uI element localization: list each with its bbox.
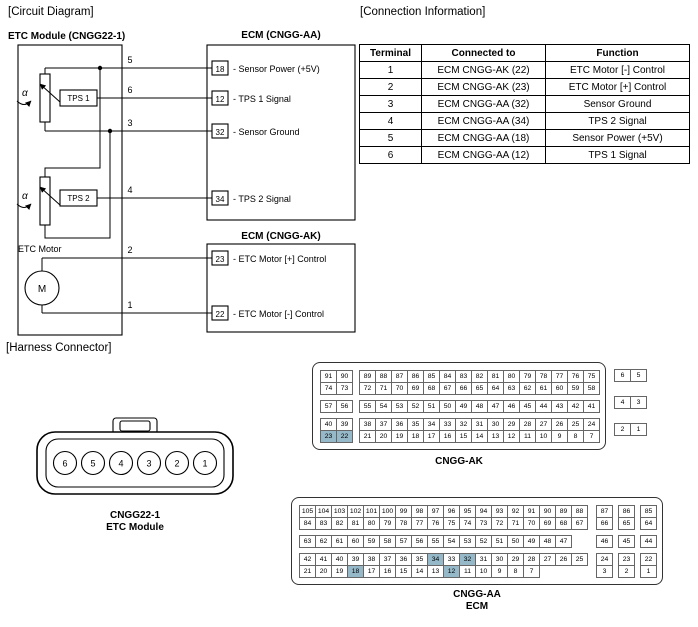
cngg-aa-pin-1: 1 xyxy=(640,565,657,578)
cngg-aa-pin-70: 70 xyxy=(523,517,540,530)
cngg-ak-pin-86: 86 xyxy=(407,370,424,383)
circuit-diagram-section-label: [Circuit Diagram] xyxy=(8,6,94,18)
cngg-aa-pin-33: 33 xyxy=(443,553,460,566)
cngg-ak-pin-37: 37 xyxy=(375,418,392,431)
cngg-aa-pin-22: 22 xyxy=(640,553,657,566)
ecm-ak-pin-label-23: - ETC Motor [+] Control xyxy=(233,254,327,264)
cngg-aa-pin-24: 24 xyxy=(596,553,613,566)
cngg-aa-pin-105: 105 xyxy=(299,505,316,518)
ecm-ak-title: ECM (CNGG-AK) xyxy=(241,231,321,242)
cngg-ak-pin-67: 67 xyxy=(439,382,456,395)
wire-label-4: 4 xyxy=(127,185,133,195)
cngg-aa-pin-40: 40 xyxy=(331,553,348,566)
connection-table-cell: ECM CNGG-AK (22) xyxy=(422,62,546,79)
cngg-ak-pin-45: 45 xyxy=(519,400,536,413)
cngg-ak-pin-35: 35 xyxy=(407,418,424,431)
cngg-ak-pin-49: 49 xyxy=(455,400,472,413)
cngg-ak-pin-65: 65 xyxy=(471,382,488,395)
cngg-aa-pin-58: 58 xyxy=(379,535,396,548)
cngg-ak-pin-18: 18 xyxy=(407,430,424,443)
ecm-aa-pin-no-32: 32 xyxy=(215,128,225,137)
cngg-aa-pin-42: 42 xyxy=(299,553,316,566)
cngg-aa-pin-83: 83 xyxy=(315,517,332,530)
cngg-ak-pin-66: 66 xyxy=(455,382,472,395)
cngg-ak-pin-69: 69 xyxy=(407,382,424,395)
connection-table-cell: ETC Motor [-] Control xyxy=(546,62,690,79)
connection-table-row xyxy=(360,130,690,147)
cngg-ak-pin-16: 16 xyxy=(439,430,456,443)
cngg-aa-pin-26: 26 xyxy=(555,553,572,566)
cngg-aa-pin-16: 16 xyxy=(379,565,396,578)
wire-label-1: 1 xyxy=(127,300,133,310)
ecm-aa-pin-label-34: - TPS 2 Signal xyxy=(233,194,291,204)
cngg-ak-pin-34: 34 xyxy=(423,418,440,431)
tps2-resistor xyxy=(40,177,50,225)
cngg-aa-pin-18: 18 xyxy=(347,565,364,578)
cngg-aa-pin-92: 92 xyxy=(507,505,524,518)
cngg-ak-pin-71: 71 xyxy=(375,382,392,395)
cngg-ak-pin-26: 26 xyxy=(551,418,568,431)
cngg-ak-pin-1: 1 xyxy=(630,423,647,436)
etc-connector-sublabel: ETC Module xyxy=(106,522,164,533)
connection-table-cell: 3 xyxy=(360,96,422,113)
connection-table-cell: ECM CNGG-AA (34) xyxy=(422,113,546,130)
cngg-aa-pin-17: 17 xyxy=(363,565,380,578)
cngg-ak-pin-43: 43 xyxy=(551,400,568,413)
etc-connector-label: CNGG22-1 xyxy=(109,510,160,521)
cngg-aa-pin-25: 25 xyxy=(571,553,588,566)
cngg-aa-pin-20: 20 xyxy=(315,565,332,578)
cngg-aa-pin-3: 3 xyxy=(596,565,613,578)
wire-label-2: 2 xyxy=(127,245,133,255)
cngg-aa-pin-52: 52 xyxy=(475,535,492,548)
cngg-aa-pin-57: 57 xyxy=(395,535,412,548)
cngg-ak-side-pins xyxy=(614,369,650,437)
cngg-aa-pin-23: 23 xyxy=(618,553,635,566)
junction-dot xyxy=(108,129,112,133)
cngg-aa-pin-98: 98 xyxy=(411,505,428,518)
cngg-ak-pin-80: 80 xyxy=(503,370,520,383)
connector-cavity-num-2: 2 xyxy=(174,458,180,469)
cngg-aa-pin-81: 81 xyxy=(347,517,364,530)
cngg-aa-pin-67: 67 xyxy=(571,517,588,530)
cngg-aa-pin-50: 50 xyxy=(507,535,524,548)
wire-label-6: 6 xyxy=(127,85,133,95)
etc-motor-label: ETC Motor xyxy=(18,244,62,254)
etc-motor-symbol: M xyxy=(37,284,47,295)
cngg-ak-pin-76: 76 xyxy=(567,370,584,383)
cngg-aa-pin-46: 46 xyxy=(596,535,613,548)
junction-dot xyxy=(98,66,102,70)
cngg-aa-pin-62: 62 xyxy=(315,535,332,548)
connection-table-cell: ETC Motor [+] Control xyxy=(546,79,690,96)
cngg-ak-pin-44: 44 xyxy=(535,400,552,413)
cngg-aa-pin-99: 99 xyxy=(395,505,412,518)
cngg-aa-pin-47: 47 xyxy=(555,535,572,548)
ecm-aa-title: ECM (CNGG-AA) xyxy=(241,30,321,41)
cngg-ak-pin-55: 55 xyxy=(359,400,376,413)
cngg-aa-pin-69: 69 xyxy=(539,517,556,530)
cngg-ak-pin-82: 82 xyxy=(471,370,488,383)
connection-table-cell: TPS 2 Signal xyxy=(546,113,690,130)
cngg-ak-pin-60: 60 xyxy=(551,382,568,395)
cngg-ak-pin-58: 58 xyxy=(583,382,600,395)
cngg-aa-pin-56: 56 xyxy=(411,535,428,548)
cngg-ak-pin-64: 64 xyxy=(487,382,504,395)
cngg-aa-pin-78: 78 xyxy=(395,517,412,530)
cngg-aa-pin-89: 89 xyxy=(555,505,572,518)
cngg-ak-pin-11: 11 xyxy=(519,430,536,443)
ecm-aa-pin-label-32: - Sensor Ground xyxy=(233,127,300,137)
cngg-ak-label: CNGG-AK xyxy=(435,456,483,467)
cngg-aa-pin-91: 91 xyxy=(523,505,540,518)
cngg-aa-pin-88: 88 xyxy=(571,505,588,518)
cngg-ak-pin-72: 72 xyxy=(359,382,376,395)
connection-table-cell: Sensor Ground xyxy=(546,96,690,113)
cngg-ak-pin-79: 79 xyxy=(519,370,536,383)
cngg-aa-pin-41: 41 xyxy=(315,553,332,566)
connection-table-cell: 1 xyxy=(360,62,422,79)
cngg-aa-pin-12: 12 xyxy=(443,565,460,578)
cngg-ak-pin-29: 29 xyxy=(503,418,520,431)
cngg-ak-pin-12: 12 xyxy=(503,430,520,443)
cngg-ak-pin-90: 90 xyxy=(336,370,353,383)
cngg-ak-pin-42: 42 xyxy=(567,400,584,413)
etc-module-title: ETC Module (CNGG22-1) xyxy=(8,31,126,42)
cngg-aa-pin-59: 59 xyxy=(363,535,380,548)
cngg-aa-pin-49: 49 xyxy=(523,535,540,548)
wire-label-5: 5 xyxy=(127,55,133,65)
cngg-ak-pin-2: 2 xyxy=(614,423,631,436)
cngg-aa-pin-73: 73 xyxy=(475,517,492,530)
cngg-aa-pin-66: 66 xyxy=(596,517,613,530)
cngg-ak-pin-21: 21 xyxy=(359,430,376,443)
ecm-ak-pin-no-22: 22 xyxy=(215,310,225,319)
cngg-aa-label: CNGG-AA xyxy=(453,589,501,600)
cngg-aa-pin-63: 63 xyxy=(299,535,316,548)
cngg-ak-pin-31: 31 xyxy=(471,418,488,431)
connection-table xyxy=(359,44,690,164)
cngg-aa-pin-102: 102 xyxy=(347,505,364,518)
cngg-ak-pin-73: 73 xyxy=(336,382,353,395)
ecm-aa-pin-label-12: - TPS 1 Signal xyxy=(233,94,291,104)
cngg-aa-pin-54: 54 xyxy=(443,535,460,548)
cngg-aa-pin-97: 97 xyxy=(427,505,444,518)
cngg-ak-pin-81: 81 xyxy=(487,370,504,383)
cngg-ak-pin-7: 7 xyxy=(583,430,600,443)
cngg-aa-pin-79: 79 xyxy=(379,517,396,530)
cngg-ak-pin-48: 48 xyxy=(471,400,488,413)
cngg-ak-pin-78: 78 xyxy=(535,370,552,383)
cngg-ak-pin-83: 83 xyxy=(455,370,472,383)
cngg-aa-pin-31: 31 xyxy=(475,553,492,566)
cngg-aa-pin-72: 72 xyxy=(491,517,508,530)
cngg-ak-pin-15: 15 xyxy=(455,430,472,443)
cngg-ak-pin-8: 8 xyxy=(567,430,584,443)
cngg-ak-pin-38: 38 xyxy=(359,418,376,431)
cngg-aa-pin-44: 44 xyxy=(640,535,657,548)
cngg-aa-pin-75: 75 xyxy=(443,517,460,530)
cngg-aa-pin-19: 19 xyxy=(331,565,348,578)
cngg-aa-pin-51: 51 xyxy=(491,535,508,548)
tps1-resistor xyxy=(40,74,50,122)
cngg-aa-pin-87: 87 xyxy=(596,505,613,518)
etc-module-connector-drawing xyxy=(35,415,235,510)
cngg-aa-pin-13: 13 xyxy=(427,565,444,578)
cngg-aa-pin-37: 37 xyxy=(379,553,396,566)
cngg-ak-pin-47: 47 xyxy=(487,400,504,413)
cngg-ak-pin-54: 54 xyxy=(375,400,392,413)
connection-table-cell: ECM CNGG-AA (18) xyxy=(422,130,546,147)
tps2-label: TPS 2 xyxy=(67,194,90,203)
ecm-aa-pin-no-18: 18 xyxy=(215,65,225,74)
cngg-ak-pin-24: 24 xyxy=(583,418,600,431)
connection-table-header: Terminal xyxy=(360,45,422,62)
cngg-ak-pin-3: 3 xyxy=(630,396,647,409)
connection-table-cell: 2 xyxy=(360,79,422,96)
cngg-aa-connector-grid xyxy=(291,497,663,585)
cngg-ak-pin-14: 14 xyxy=(471,430,488,443)
cngg-ak-pin-75: 75 xyxy=(583,370,600,383)
cngg-ak-pin-62: 62 xyxy=(519,382,536,395)
cngg-aa-pin-74: 74 xyxy=(459,517,476,530)
cngg-ak-pin-28: 28 xyxy=(519,418,536,431)
cngg-ak-pin-4: 4 xyxy=(614,396,631,409)
cngg-ak-pin-50: 50 xyxy=(439,400,456,413)
cngg-ak-pin-30: 30 xyxy=(487,418,504,431)
cngg-aa-pin-2: 2 xyxy=(618,565,635,578)
cngg-aa-pin-14: 14 xyxy=(411,565,428,578)
cngg-ak-pin-84: 84 xyxy=(439,370,456,383)
cngg-ak-pin-19: 19 xyxy=(391,430,408,443)
cngg-aa-pin-100: 100 xyxy=(379,505,396,518)
cngg-aa-pin-7: 7 xyxy=(523,565,540,578)
ecm-aa-pin-label-18: - Sensor Power (+5V) xyxy=(233,64,320,74)
cngg-aa-pin-32: 32 xyxy=(459,553,476,566)
cngg-aa-pin-77: 77 xyxy=(411,517,428,530)
connector-cavity-num-5: 5 xyxy=(90,458,96,469)
connector-cavity-num-3: 3 xyxy=(146,458,152,469)
cngg-ak-pin-57: 57 xyxy=(320,400,337,413)
cngg-ak-pin-87: 87 xyxy=(391,370,408,383)
connector-cavity-num-4: 4 xyxy=(118,458,124,469)
cngg-aa-pin-36: 36 xyxy=(395,553,412,566)
cngg-ak-pin-25: 25 xyxy=(567,418,584,431)
cngg-aa-pin-28: 28 xyxy=(523,553,540,566)
connection-table-cell: 5 xyxy=(360,130,422,147)
cngg-aa-pin-85: 85 xyxy=(640,505,657,518)
connection-table-header: Function xyxy=(546,45,690,62)
cngg-aa-pin-34: 34 xyxy=(427,553,444,566)
ecm-ak-pin-label-22: - ETC Motor [-] Control xyxy=(233,309,325,319)
cngg-aa-pin-45: 45 xyxy=(618,535,635,548)
connection-table-row xyxy=(360,147,690,164)
tps2-alpha-symbol: α xyxy=(22,191,28,202)
cngg-ak-pin-68: 68 xyxy=(423,382,440,395)
cngg-ak-pin-52: 52 xyxy=(407,400,424,413)
connector-latch-inner xyxy=(120,421,150,431)
cngg-aa-pin-68: 68 xyxy=(555,517,572,530)
cngg-aa-pin-82: 82 xyxy=(331,517,348,530)
cngg-ak-connector-grid xyxy=(312,362,606,450)
cngg-ak-pin-5: 5 xyxy=(630,369,647,382)
cngg-aa-pin-55: 55 xyxy=(427,535,444,548)
cngg-aa-pin-60: 60 xyxy=(347,535,364,548)
cngg-aa-pin-104: 104 xyxy=(315,505,332,518)
cngg-ak-pin-39: 39 xyxy=(336,418,353,431)
harness-connector-section-label: [Harness Connector] xyxy=(6,342,112,354)
cngg-ak-pin-32: 32 xyxy=(455,418,472,431)
connection-table-row xyxy=(360,79,690,96)
cngg-ak-pin-85: 85 xyxy=(423,370,440,383)
cngg-aa-pin-94: 94 xyxy=(475,505,492,518)
connection-table-cell: ECM CNGG-AA (32) xyxy=(422,96,546,113)
cngg-ak-pin-77: 77 xyxy=(551,370,568,383)
cngg-aa-pin-103: 103 xyxy=(331,505,348,518)
wire-label-3: 3 xyxy=(127,118,133,128)
connection-table-cell: Sensor Power (+5V) xyxy=(546,130,690,147)
cngg-ak-pin-6: 6 xyxy=(614,369,631,382)
cngg-aa-pin-64: 64 xyxy=(640,517,657,530)
cngg-ak-pin-41: 41 xyxy=(583,400,600,413)
cngg-aa-pin-9: 9 xyxy=(491,565,508,578)
connector-cavity-num-1: 1 xyxy=(202,458,208,469)
cngg-aa-pin-71: 71 xyxy=(507,517,524,530)
cngg-aa-pin-80: 80 xyxy=(363,517,380,530)
cngg-aa-pin-35: 35 xyxy=(411,553,428,566)
cngg-ak-pin-9: 9 xyxy=(551,430,568,443)
cngg-ak-pin-56: 56 xyxy=(336,400,353,413)
cngg-ak-pin-36: 36 xyxy=(391,418,408,431)
cngg-ak-pin-51: 51 xyxy=(423,400,440,413)
cngg-aa-pin-39: 39 xyxy=(347,553,364,566)
cngg-ak-pin-53: 53 xyxy=(391,400,408,413)
ecm-aa-pin-no-12: 12 xyxy=(215,95,225,104)
ecm-ak-pin-no-23: 23 xyxy=(215,255,225,264)
connection-table-cell: TPS 1 Signal xyxy=(546,147,690,164)
connection-table-header-row xyxy=(360,45,690,62)
cngg-aa-pin-95: 95 xyxy=(459,505,476,518)
cngg-aa-pin-30: 30 xyxy=(491,553,508,566)
connection-table-header: Connected to xyxy=(422,45,546,62)
cngg-ak-pin-17: 17 xyxy=(423,430,440,443)
cngg-aa-pin-27: 27 xyxy=(539,553,556,566)
connection-table-cell: 6 xyxy=(360,147,422,164)
cngg-ak-pin-91: 91 xyxy=(320,370,337,383)
cngg-aa-pin-90: 90 xyxy=(539,505,556,518)
cngg-aa-pin-10: 10 xyxy=(475,565,492,578)
cngg-ak-pin-46: 46 xyxy=(503,400,520,413)
cngg-aa-pin-11: 11 xyxy=(459,565,476,578)
connection-table-row xyxy=(360,96,690,113)
cngg-aa-pin-21: 21 xyxy=(299,565,316,578)
cngg-ak-pin-27: 27 xyxy=(535,418,552,431)
connection-table-cell: ECM CNGG-AK (23) xyxy=(422,79,546,96)
cngg-ak-pin-40: 40 xyxy=(320,418,337,431)
cngg-ak-pin-70: 70 xyxy=(391,382,408,395)
connector-cavity-num-6: 6 xyxy=(62,458,68,469)
cngg-aa-pin-53: 53 xyxy=(459,535,476,548)
cngg-ak-pin-10: 10 xyxy=(535,430,552,443)
connection-information-section-label: [Connection Information] xyxy=(360,6,486,18)
connection-table-cell: ECM CNGG-AA (12) xyxy=(422,147,546,164)
cngg-ak-pin-74: 74 xyxy=(320,382,337,395)
cngg-ak-pin-89: 89 xyxy=(359,370,376,383)
connection-table-body xyxy=(360,62,690,164)
tps1-alpha-symbol: α xyxy=(22,88,28,99)
cngg-aa-pin-48: 48 xyxy=(539,535,556,548)
cngg-aa-pin-15: 15 xyxy=(395,565,412,578)
cngg-ak-pin-61: 61 xyxy=(535,382,552,395)
cngg-ak-pin-63: 63 xyxy=(503,382,520,395)
cngg-ak-pin-20: 20 xyxy=(375,430,392,443)
cngg-aa-pin-65: 65 xyxy=(618,517,635,530)
cngg-ak-pin-22: 22 xyxy=(336,430,353,443)
cngg-aa-pin-86: 86 xyxy=(618,505,635,518)
cngg-aa-pin-38: 38 xyxy=(363,553,380,566)
connection-table-row xyxy=(360,113,690,130)
connection-table-cell: 4 xyxy=(360,113,422,130)
cngg-aa-pin-96: 96 xyxy=(443,505,460,518)
cngg-ak-pin-13: 13 xyxy=(487,430,504,443)
cngg-ak-pin-59: 59 xyxy=(567,382,584,395)
cngg-ak-pin-33: 33 xyxy=(439,418,456,431)
ecm-aa-pin-no-34: 34 xyxy=(215,195,225,204)
cngg-aa-pin-101: 101 xyxy=(363,505,380,518)
cngg-aa-sublabel: ECM xyxy=(465,601,489,612)
cngg-aa-pin-93: 93 xyxy=(491,505,508,518)
cngg-aa-pin-29: 29 xyxy=(507,553,524,566)
cngg-aa-pin-61: 61 xyxy=(331,535,348,548)
cngg-ak-pin-88: 88 xyxy=(375,370,392,383)
connection-table-row xyxy=(360,62,690,79)
cngg-aa-pin-76: 76 xyxy=(427,517,444,530)
cngg-aa-pin-84: 84 xyxy=(299,517,316,530)
cngg-ak-pin-23: 23 xyxy=(320,430,337,443)
cngg-aa-pin-8: 8 xyxy=(507,565,524,578)
tps1-label: TPS 1 xyxy=(67,94,90,103)
